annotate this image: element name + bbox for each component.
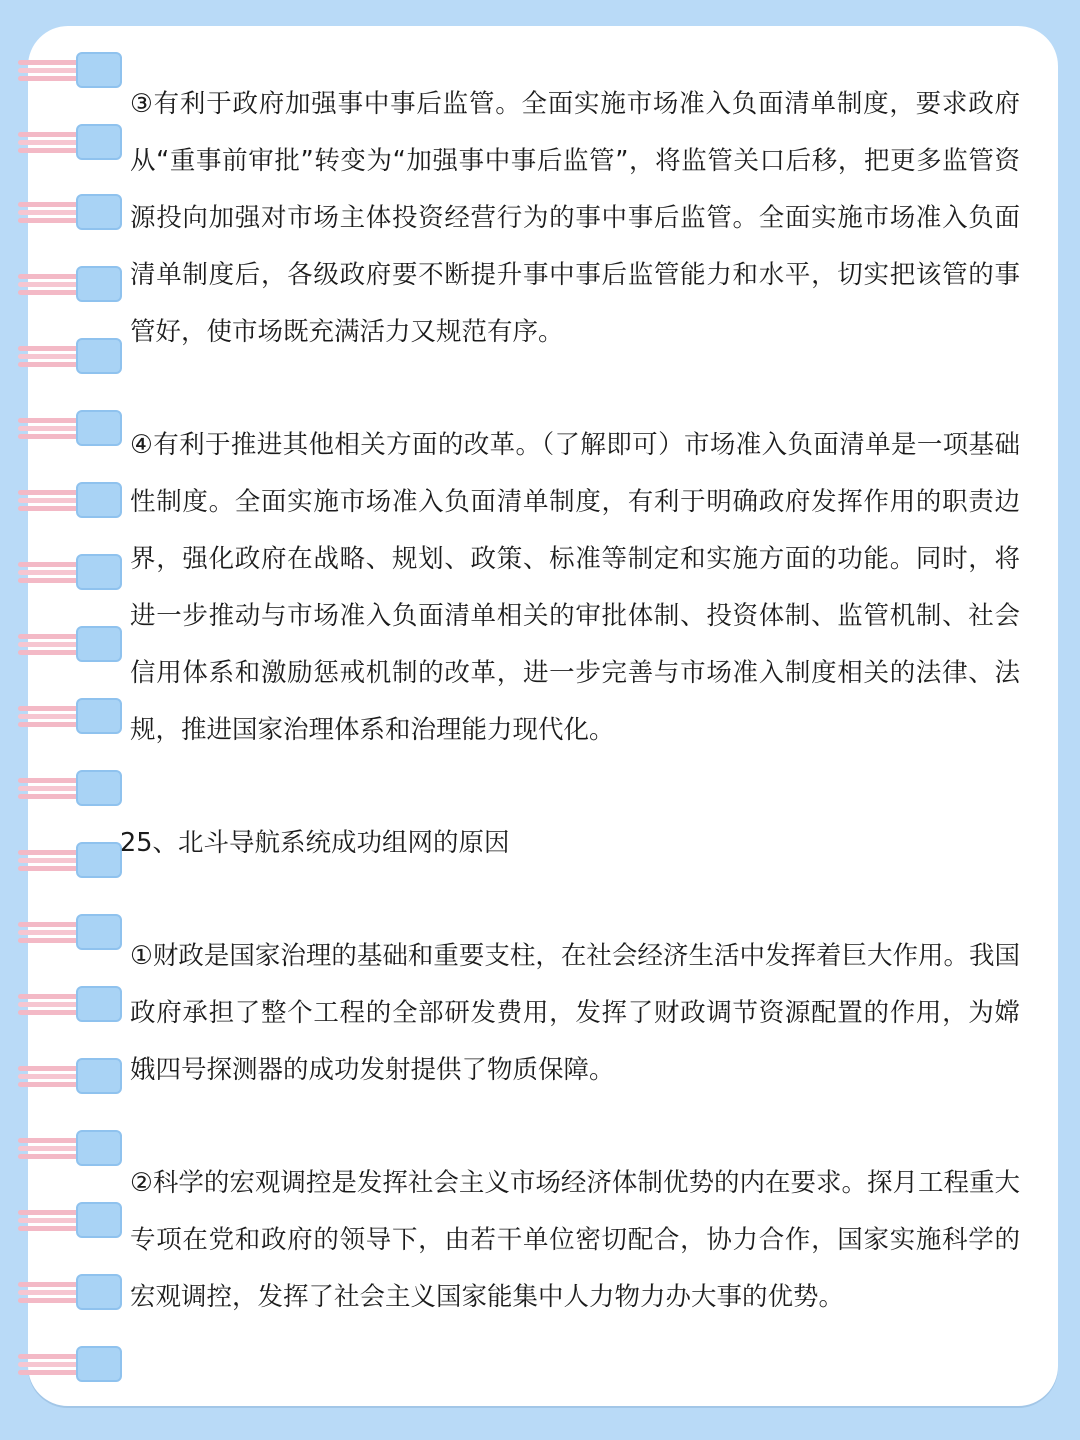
binding-ring <box>18 696 108 736</box>
spacer <box>130 361 1020 417</box>
binding-ring <box>18 192 108 232</box>
binding-ring <box>18 1128 108 1168</box>
binding-ring <box>18 122 108 162</box>
spacer <box>130 872 1020 928</box>
binding-ring <box>18 1344 108 1384</box>
spacer <box>130 759 1020 815</box>
binding-ring <box>18 1272 108 1312</box>
binding-ring <box>18 480 108 520</box>
spacer <box>130 1099 1020 1155</box>
binding-ring <box>18 50 108 90</box>
binding-ring <box>18 840 108 880</box>
binding-ring <box>18 1200 108 1240</box>
binding-ring <box>18 912 108 952</box>
binding-ring <box>18 264 108 304</box>
binding-ring <box>18 336 108 376</box>
binding-ring <box>18 408 108 448</box>
paragraph-point-1: ①财政是国家治理的基础和重要支柱，在社会经济生活中发挥着巨大作用。我国政府承担了整个工程的全部研发费用，发挥了财政调节资源配置的作用，为嫦娥四号探测器的成功发射提供了物质保障。 <box>130 941 1020 1085</box>
paragraph-point-3: ③有利于政府加强事中事后监管。全面实施市场准入负面清单制度，要求政府从“重事前审批”转变为“加强事中事后监管”，将监管关口后移，把更多监管资源投向加强对市场主体投资经营行为的事中事后监管。全面实施市场准入负面清单制度后，各级政府要不断提升事中事后监管能力和水平，切实把该管的事管好，使市场既充满活力又规范有序。 <box>130 89 1020 347</box>
binding-ring <box>18 768 108 808</box>
section-heading: 25、北斗导航系统成功组网的原因 <box>120 828 510 858</box>
binding-ring <box>18 1056 108 1096</box>
paragraph-point-4: ④有利于推进其他相关方面的改革。（了解即可）市场准入负面清单是一项基础性制度。全面实施市场准入负面清单制度，有利于明确政府发挥作用的职责边界，强化政府在战略、规划、政策、标准等制定和实施方面的功能。同时，将进一步推动与市场准入负面清单相关的审批体制、投资体制、监管机制、社会信用体系和激励惩戒机制的改革，进一步完善与市场准入制度相关的法律、法规，推进国家治理体系和治理能力现代化。 <box>130 430 1020 745</box>
binding-ring <box>18 552 108 592</box>
spiral-binding <box>0 0 120 1440</box>
binding-ring <box>18 984 108 1024</box>
binding-ring <box>18 624 108 664</box>
paragraph-point-2: ②科学的宏观调控是发挥社会主义市场经济体制优势的内在要求。探月工程重大专项在党和政府的领导下，由若干单位密切配合，协力合作，国家实施科学的宏观调控，发挥了社会主义国家能集中人力物力办大事的优势。 <box>130 1168 1020 1312</box>
page-content <box>120 76 1020 1326</box>
